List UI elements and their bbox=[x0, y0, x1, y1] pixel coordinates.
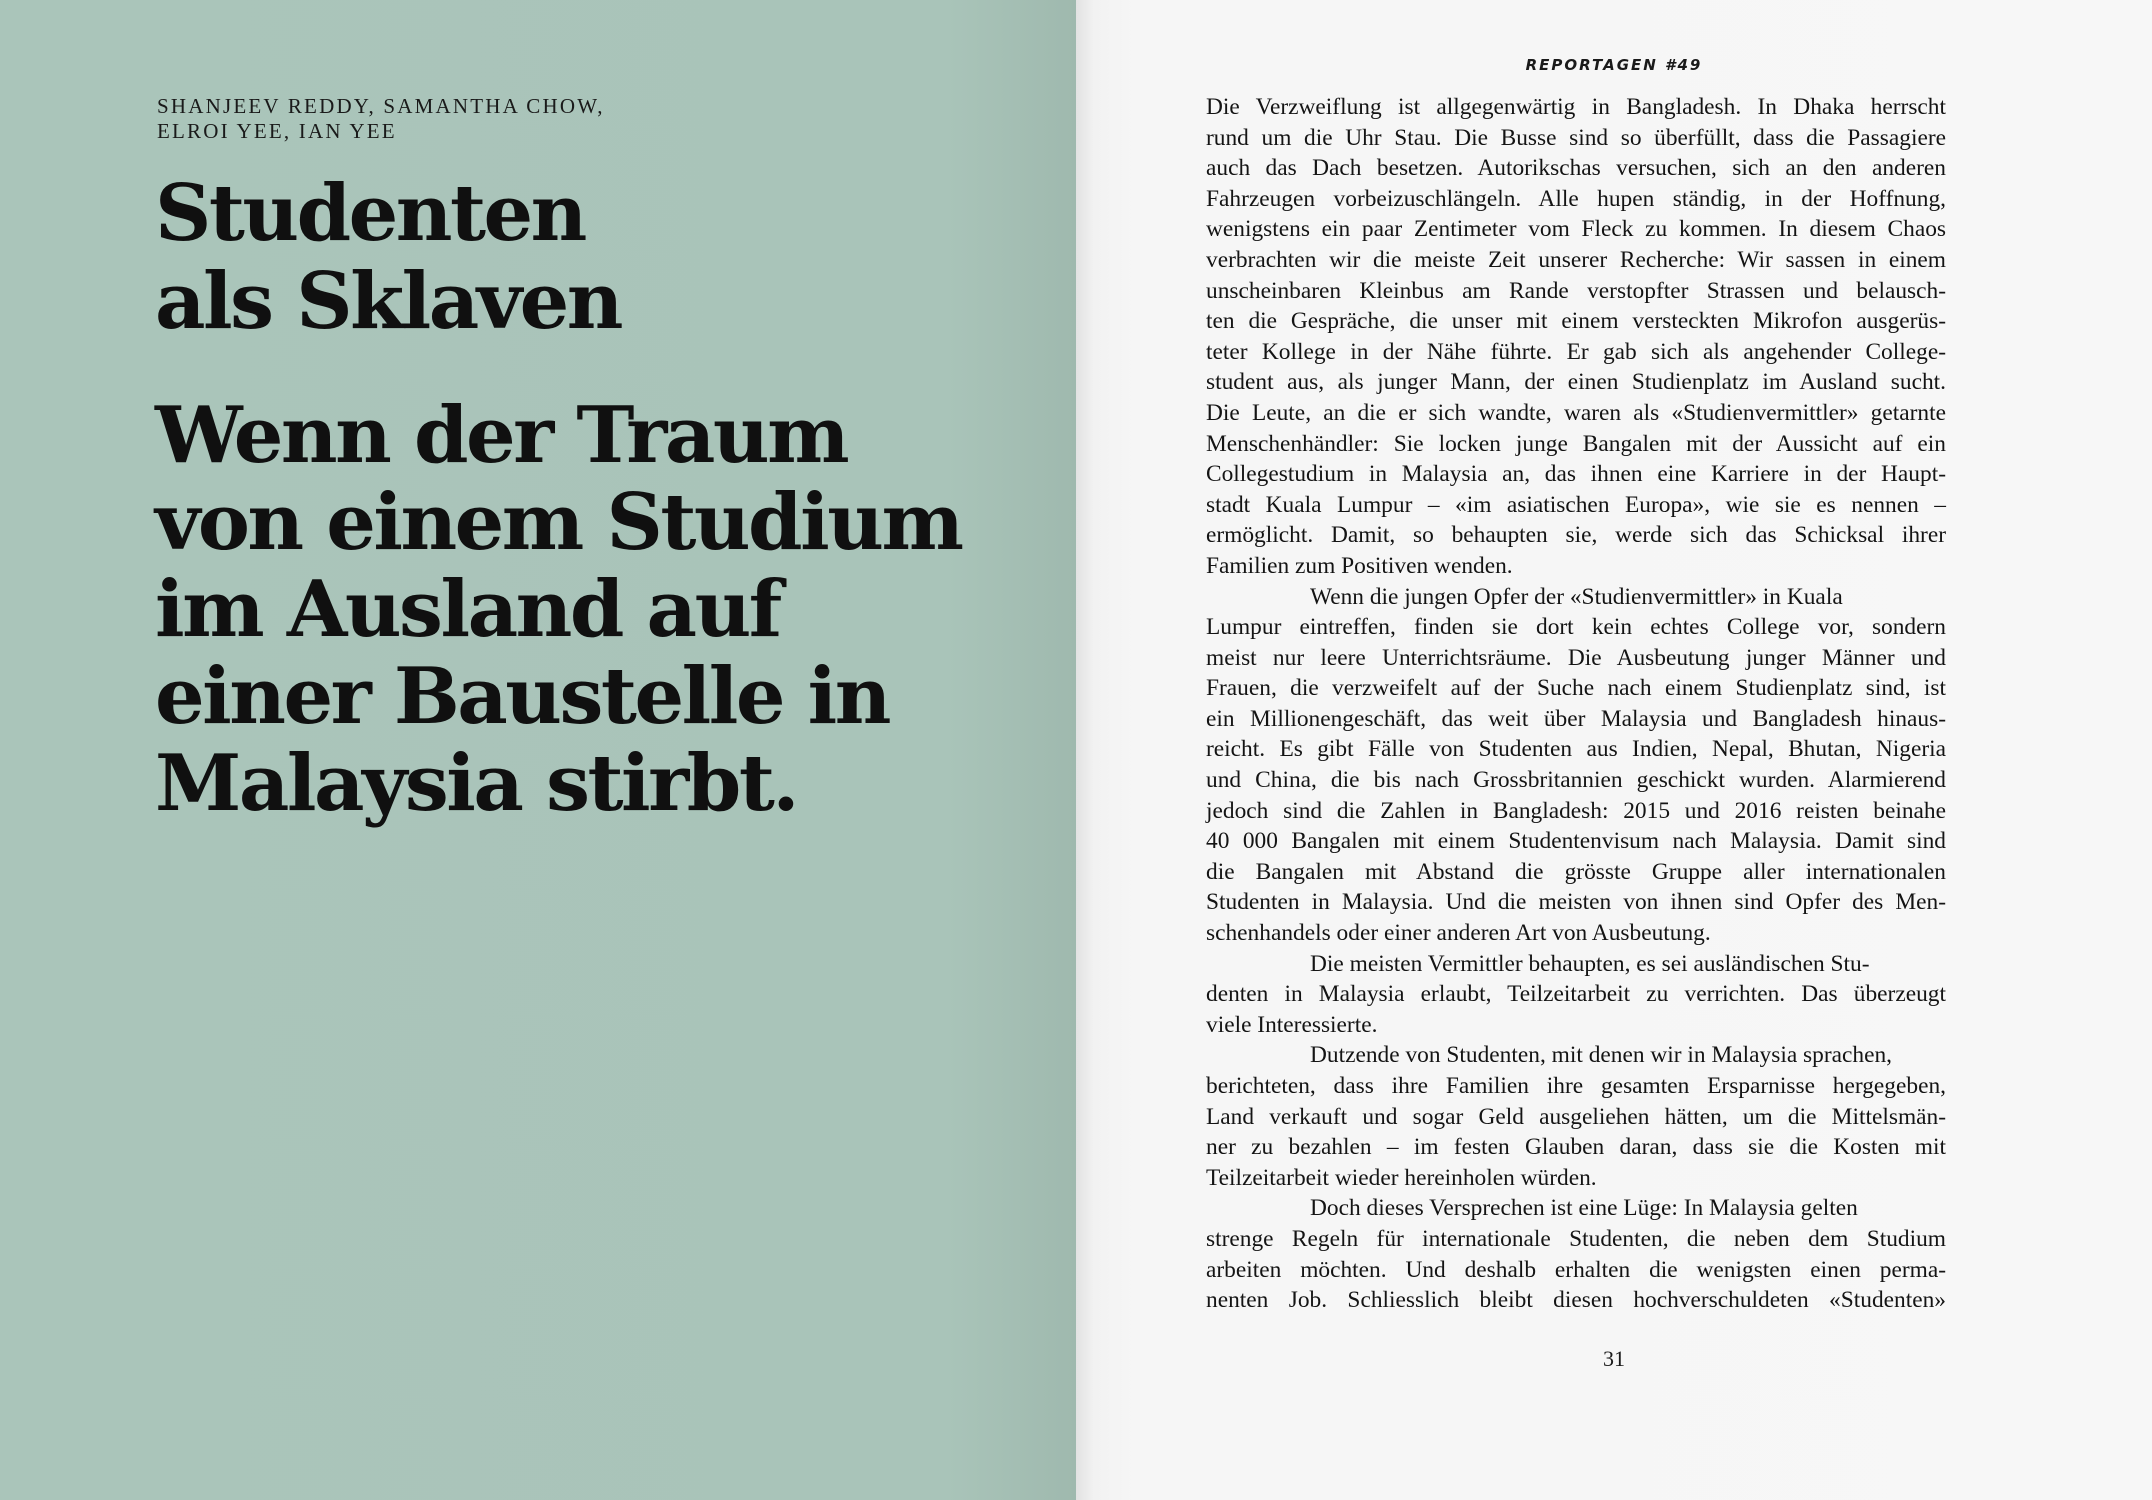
running-head: REPORTAGEN #49 bbox=[1525, 56, 1703, 74]
article-title bbox=[155, 170, 955, 346]
body-line: Menschenhändler: Sie locken junge Bangalen mit der Aussicht auf ein bbox=[1206, 430, 1946, 457]
body-line: arbeiten möchten. Und deshalb erhalten die wenigsten einen perma- bbox=[1206, 1256, 1946, 1283]
body-line: denten in Malaysia erlaubt, Teilzeitarbeit zu verrichten. Das überzeugt bbox=[1206, 981, 1946, 1008]
body-line: Die meisten Vermittler behaupten, es sei ausländischen Stu- bbox=[1310, 950, 1870, 977]
body-line: stadt Kuala Lumpur – «im asiatischen Europa», wie sie es nennen – bbox=[1206, 491, 1946, 518]
author-line: ELROI YEE, IAN YEE bbox=[157, 119, 397, 143]
subtitle-line: von einem Studium bbox=[155, 477, 962, 568]
body-line: Dutzende von Studenten, mit denen wir in Malaysia sprachen, bbox=[1310, 1042, 1893, 1069]
body-line: meist nur leere Unterrichtsräume. Die Ausbeutung junger Männer und bbox=[1206, 644, 1946, 671]
body-line: Land verkauft und sogar Geld ausgeliehen hätten, um die Mittelsmän- bbox=[1206, 1103, 1946, 1130]
author-line: SHANJEEV REDDY, SAMANTHA CHOW, bbox=[157, 94, 605, 118]
subtitle-line: im Ausland auf bbox=[155, 564, 780, 655]
body-line: strenge Regeln für internationale Studenten, die neben dem Studium bbox=[1206, 1225, 1946, 1252]
title-line: als Sklaven bbox=[155, 256, 621, 347]
body-line: 40 000 Bangalen mit einem Studentenvisum nach Malaysia. Damit sind bbox=[1206, 828, 1946, 855]
body-line: ten die Gespräche, die unser mit einem versteckten Mikrofon ausgerüs- bbox=[1206, 308, 1946, 335]
body-line: nenten Job. Schliesslich bleibt diesen hochverschuldeten «Studenten» bbox=[1206, 1287, 1946, 1314]
body-line: und China, die bis nach Grossbritannien geschickt wurden. Alarmierend bbox=[1206, 767, 1946, 794]
body-line: Collegestudium in Malaysia an, das ihnen eine Karriere in der Haupt- bbox=[1206, 461, 1946, 488]
subtitle-line: Wenn der Traum bbox=[155, 390, 848, 481]
body-line: viele Interessierte. bbox=[1206, 1011, 1378, 1038]
body-line: verbrachten wir die meiste Zeit unserer Recherche: Wir sassen in einem bbox=[1206, 246, 1946, 273]
body-line: Frauen, die verzweifelt auf der Suche nach einem Studienplatz sind, ist bbox=[1206, 675, 1946, 702]
title-line: Studenten bbox=[155, 168, 585, 259]
body-line: Studenten in Malaysia. Und die meisten von ihnen sind Opfer des Men- bbox=[1206, 889, 1946, 916]
body-line: ner zu bezahlen – im festen Glauben daran, dass sie die Kosten mit bbox=[1206, 1134, 1946, 1161]
body-line: reicht. Es gibt Fälle von Studenten aus Indien, Nepal, Bhutan, Nigeria bbox=[1206, 736, 1946, 763]
body-line: Die Leute, an die er sich wandte, waren als «Studienvermittler» getarnte bbox=[1206, 399, 1946, 426]
body-line: Lumpur eintreffen, finden sie dort kein echtes College vor, sondern bbox=[1206, 614, 1946, 641]
subtitle-line: einer Baustelle in bbox=[155, 651, 889, 742]
body-line: berichteten, dass ihre Familien ihre gesamten Ersparnisse hergegeben, bbox=[1206, 1073, 1946, 1099]
body-line: ein Millionengeschäft, das weit über Malaysia und Bangladesh hinaus- bbox=[1206, 705, 1946, 732]
body-line: student aus, als junger Mann, der einen Studienplatz im Ausland sucht. bbox=[1206, 369, 1946, 396]
author-byline bbox=[157, 94, 857, 144]
body-line: schenhandels oder einer anderen Art von Ausbeutung. bbox=[1206, 920, 1711, 947]
article-subtitle bbox=[155, 392, 975, 827]
body-line: auch das Dach besetzen. Autorikschas versuchen, sich an den anderen bbox=[1206, 155, 1946, 182]
body-line: Doch dieses Versprechen ist eine Lüge: In Malaysia gelten bbox=[1310, 1195, 1858, 1222]
body-line: teter Kollege in der Nähe führte. Er gab sich als angehender College- bbox=[1206, 338, 1946, 365]
body-line: ermöglicht. Damit, so behaupten sie, werde sich das Schicksal ihrer bbox=[1206, 522, 1946, 549]
article-body bbox=[1206, 92, 1946, 1316]
body-line: rund um die Uhr Stau. Die Busse sind so überfüllt, dass die Passagiere bbox=[1206, 124, 1946, 151]
body-line: Familien zum Positiven wenden. bbox=[1206, 552, 1513, 579]
body-line: Die Verzweiflung ist allgegenwärtig in Bangladesh. In Dhaka herrscht bbox=[1206, 94, 1946, 120]
body-line: Wenn die jungen Opfer der «Studienvermittler» in Kuala bbox=[1310, 583, 1843, 610]
body-line: die Bangalen mit Abstand die grösste Gruppe aller internationalen bbox=[1206, 858, 1946, 885]
page-number: 31 bbox=[1603, 1346, 1625, 1371]
body-line: Fahrzeugen vorbeizuschlängeln. Alle hupen ständig, in der Hoffnung, bbox=[1206, 185, 1946, 212]
body-line: Teilzeitarbeit wieder hereinholen würden. bbox=[1206, 1164, 1597, 1191]
body-line: wenigstens ein paar Zentimeter vom Fleck zu kommen. In diesem Chaos bbox=[1206, 216, 1946, 243]
subtitle-line: Malaysia stirbt. bbox=[155, 738, 798, 829]
body-line: jedoch sind die Zahlen in Bangladesh: 2015 und 2016 reisten beinahe bbox=[1206, 797, 1946, 824]
body-line: unscheinbaren Kleinbus am Rande verstopfter Strassen und belausch- bbox=[1206, 277, 1946, 304]
